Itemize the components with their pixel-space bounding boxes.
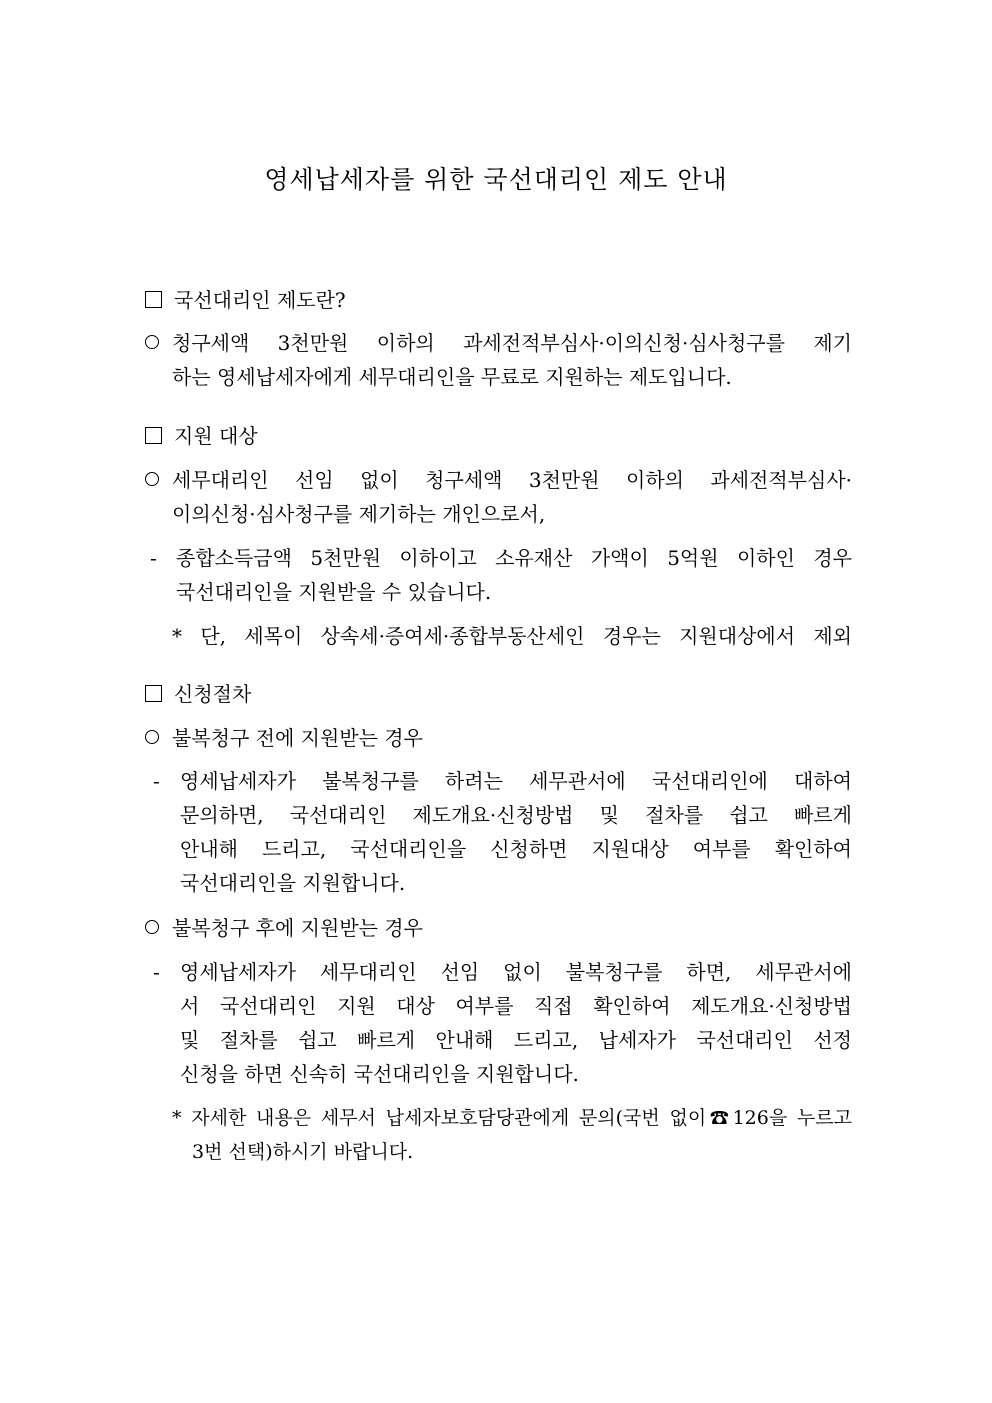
section-heading-procedure	[145, 679, 251, 709]
paragraph-line: 종합소득금액 5천만원 이하이고 소유재산 가액이 5억원 이하인 경우	[176, 546, 852, 570]
paragraph-line: 국선대리인을 지원받을 수 있습니다.	[176, 580, 492, 604]
paragraph-line: 영세납세자가 세무대리인 선임 없이 불복청구를 하면, 세무관서에	[180, 960, 852, 984]
checkbox-square-icon	[145, 291, 162, 308]
page-title: 영세납세자를 위한 국선대리인 제도 안내	[264, 165, 728, 194]
paragraph-line: 안내해 드리고, 국선대리인을 신청하면 지원대상 여부를 확인하여	[180, 837, 852, 861]
dash-marker: -	[150, 546, 157, 570]
footnote: 3번 선택)하시기 바랍니다.	[192, 1141, 414, 1163]
paragraph-line: 영세납세자가 불복청구를 하려는 세무관서에 국선대리인에 대하여	[180, 769, 852, 793]
bullet-circle-icon	[145, 913, 159, 943]
subheading: 불복청구 전에 지원받는 경우	[172, 726, 423, 750]
checkbox-square-icon	[145, 427, 162, 444]
footnote: * 자세한 내용은 세무서 납세자보호담당관에게 문의(국번 없이☎126을 누르고	[172, 1107, 852, 1129]
paragraph-line: 서 국선대리인 지원 대상 여부를 직접 확인하여 제도개요·신청방법	[180, 994, 852, 1018]
dash-marker: -	[153, 769, 160, 793]
section-heading-eligibility	[145, 421, 258, 451]
checkbox-square-icon	[145, 685, 162, 702]
bullet-circle-icon	[145, 723, 159, 753]
section-heading-text: 신청절차	[174, 682, 252, 706]
paragraph-line: 청구세액 3천만원 이하의 과세전적부심사·이의신청·심사청구를 제기	[172, 331, 852, 355]
section-heading-definition	[145, 285, 346, 315]
paragraph-line: 이의신청·심사청구를 제기하는 개인으로서,	[172, 502, 546, 526]
bullet-circle-icon	[145, 465, 159, 495]
bullet-circle-icon	[145, 328, 159, 358]
paragraph-line: 신청을 하면 신속히 국선대리인을 지원합니다.	[180, 1062, 579, 1086]
section-heading-text: 국선대리인 제도란?	[174, 288, 346, 312]
paragraph-line: 세무대리인 선임 없이 청구세액 3천만원 이하의 과세전적부심사·	[172, 468, 852, 492]
subheading: 불복청구 후에 지원받는 경우	[172, 916, 423, 940]
paragraph-line: 국선대리인을 지원합니다.	[180, 871, 406, 895]
section-heading-text: 지원 대상	[174, 424, 258, 448]
footnote: * 단, 세목이 상속세·증여세·종합부동산세인 경우는 지원대상에서 제외	[172, 624, 852, 648]
paragraph-line: 하는 영세납세자에게 세무대리인을 무료로 지원하는 제도입니다.	[172, 365, 732, 389]
paragraph-line: 문의하면, 국선대리인 제도개요·신청방법 및 절차를 쉽고 빠르게	[180, 803, 852, 827]
dash-marker: -	[153, 960, 160, 984]
paragraph-line: 및 절차를 쉽고 빠르게 안내해 드리고, 납세자가 국선대리인 선정	[180, 1028, 852, 1052]
